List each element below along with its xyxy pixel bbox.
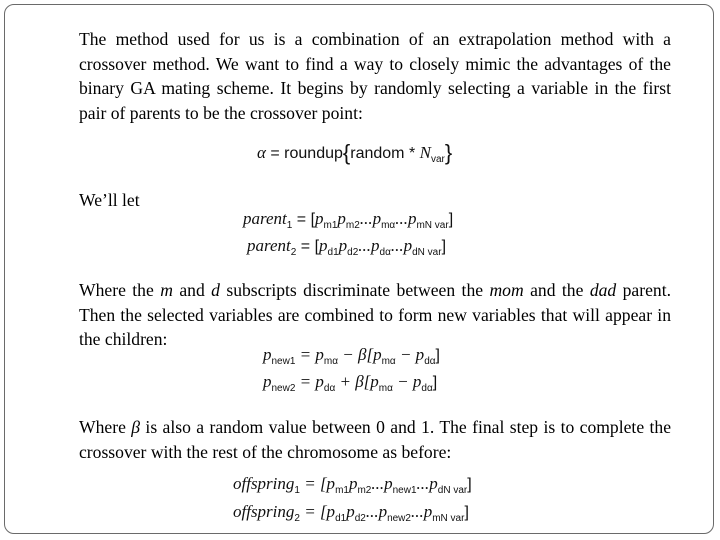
parent2-equation (247, 236, 446, 258)
alpha-eq-text: = roundup (265, 145, 343, 162)
pnew2-p: p (263, 372, 272, 391)
alpha-symbol: α (257, 143, 266, 162)
pnew2-t3: − p (392, 372, 422, 391)
parent1-rhs3: p (337, 209, 346, 228)
parent2-rhs4: ...p (358, 236, 380, 255)
alpha-nsub: var (430, 154, 445, 165)
offspring2-sub: 2 (294, 513, 300, 524)
offspring1-name: offspring (233, 474, 295, 493)
parent2-rhs5: ...p (390, 236, 413, 255)
parent2-close: ] (441, 238, 447, 255)
pnew1-close: ] (435, 347, 440, 364)
p3-f: parent. Then the selected variables are combined to form new variables that will appear in the children: (79, 280, 671, 349)
pnew1-s3: dα (424, 356, 436, 367)
parent2-s2: d2 (347, 247, 359, 258)
pnew2-close: ] (432, 374, 438, 391)
parent1-s2: m2 (345, 220, 360, 231)
p4-a: Where (79, 417, 132, 437)
parent2-rhs3: p (338, 236, 348, 255)
p3-m: m (160, 280, 173, 300)
offspring2-t4: ...p (410, 502, 433, 521)
pnew1-sub: new1 (271, 356, 296, 367)
pnew1-p: p (263, 345, 272, 364)
p3-e: and the (523, 280, 590, 300)
offspring1-close: ] (467, 476, 472, 493)
offspring2-t3: ...p (365, 502, 388, 521)
offspring2-name: offspring (233, 502, 295, 521)
parent1-rhs5: ...p (395, 209, 417, 228)
p3-c: subscripts discriminate between the (219, 280, 490, 300)
alpha-rbrace: } (444, 140, 453, 165)
parent2-s4: dN var (412, 247, 442, 258)
parent1-close: ] (448, 211, 454, 228)
offspring1-equation (233, 474, 472, 496)
offspring1-sub: 1 (294, 485, 300, 496)
p3-mom: mom (489, 280, 524, 300)
parent1-s1: m1 (323, 220, 338, 231)
parent2-s3: dα (379, 247, 391, 258)
p3-d: d (211, 280, 220, 300)
parent1-rhs1: = [ (292, 211, 316, 228)
pnew2-s2: mα (378, 383, 393, 394)
offspring2-s4: mN var (432, 513, 465, 524)
offspring1-s2: m2 (357, 485, 372, 496)
pnew1-t1: = p (295, 345, 324, 364)
p4-beta: β (131, 417, 141, 437)
pnew1-s2: mα (381, 356, 396, 367)
parent1-s4: mN var (416, 220, 449, 231)
pnew2-t1: = p (295, 372, 324, 391)
offspring2-s2: d2 (354, 513, 366, 524)
pnew2-equation (263, 372, 437, 394)
parent1-name: parent (243, 209, 287, 228)
pnew2-s3: dα (421, 383, 433, 394)
pnew1-s1: mα (323, 356, 339, 367)
alpha-equation (257, 140, 453, 165)
pnew1-t2: − β[p (338, 345, 382, 364)
p3-b: and (172, 280, 212, 300)
intro-text: The method used for us is a combination of an extrapolation method with a crossover method. We want to find a way to closely mimic the advantages of the binary GA mating scheme. It begins by randomly selecting a variable in the first pair of parents to be the crossover point: (79, 29, 671, 123)
offspring2-s3: new2 (387, 513, 411, 524)
pnew2-sub: new2 (271, 383, 296, 394)
offspring1-s1: m1 (335, 485, 349, 496)
offspring1-s3: new1 (392, 485, 417, 496)
pnew2-s1: dα (323, 383, 336, 394)
offspring2-close: ] (464, 504, 469, 521)
parent2-rhs2: p (319, 236, 328, 255)
parent1-rhs4: ...p (359, 209, 382, 228)
parent2-rhs1: = [ (296, 238, 320, 255)
offspring1-s4: dN var (437, 485, 468, 496)
pnew1-equation (263, 345, 440, 367)
let-text: We’ll let (79, 190, 140, 210)
offspring1-t1: = [p (299, 474, 336, 493)
parent1-equation (243, 209, 453, 231)
pnew2-t2: + β[p (335, 372, 379, 391)
beta-paragraph (79, 415, 671, 464)
p3-dad: dad (589, 280, 617, 300)
parent1-s3: mα (381, 220, 396, 231)
parent2-name: parent (247, 236, 291, 255)
subscripts-paragraph (79, 278, 671, 352)
p4-b: is also a random value between 0 and 1. The final step is to complete the crossover with the rest of the chromosome as before: (79, 417, 672, 462)
offspring1-t2: p (348, 474, 358, 493)
parent1-rhs2: p (315, 209, 324, 228)
pnew1-t3: − p (395, 345, 425, 364)
offspring1-t4: ...p (416, 474, 438, 493)
parent2-s1: d1 (327, 247, 339, 258)
offspring2-s1: d1 (335, 513, 347, 524)
p3-a: Where the (79, 280, 161, 300)
intro-paragraph (79, 27, 671, 125)
alpha-n: N (419, 143, 431, 162)
offspring2-t1: = [p (299, 502, 336, 521)
parent1-sub: 1 (286, 220, 293, 231)
offspring2-equation (233, 502, 469, 524)
offspring2-t2: p (346, 502, 355, 521)
alpha-body: random * (350, 145, 420, 162)
alpha-lbrace: { (342, 140, 351, 165)
parent2-sub: 2 (290, 247, 297, 258)
offspring1-t3: ...p (371, 474, 393, 493)
